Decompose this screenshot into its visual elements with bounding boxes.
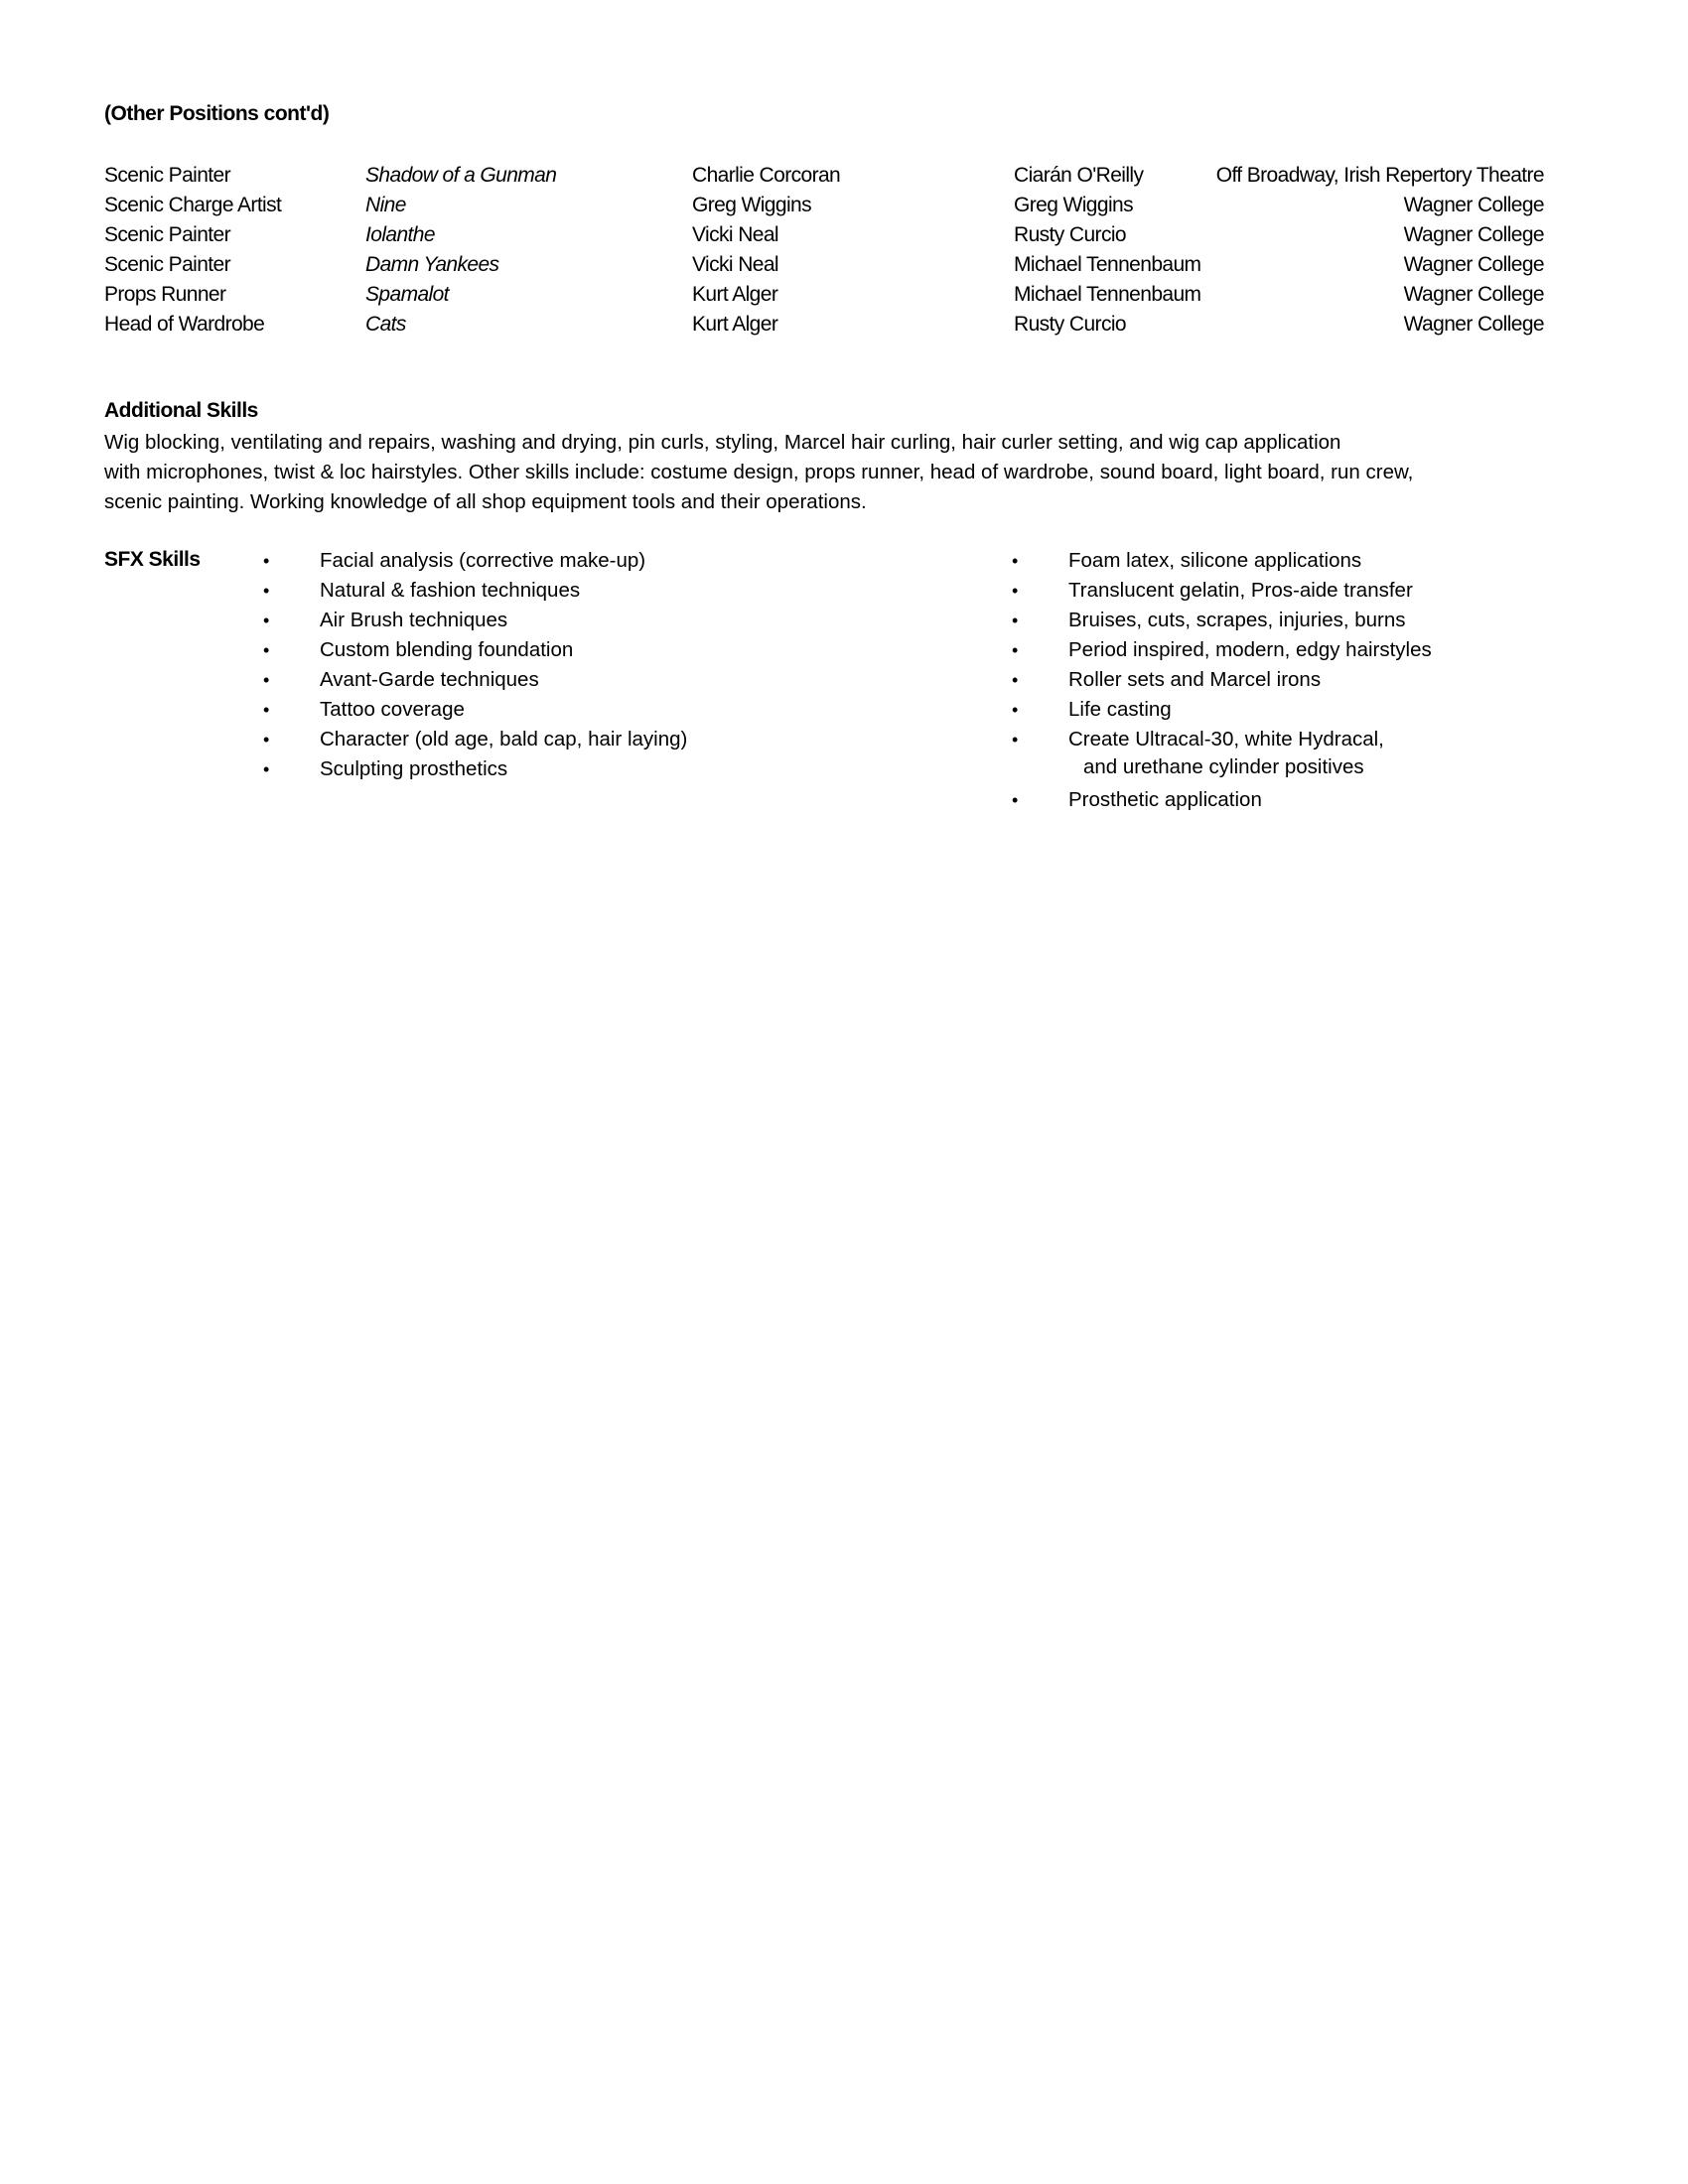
bullet-icon: •	[263, 551, 270, 571]
list-item	[1012, 725, 1568, 785]
skill-text: Sculpting prosthetics	[320, 757, 508, 780]
bullet-icon: •	[1012, 581, 1019, 601]
credit-row	[104, 161, 1544, 191]
additional-skills-line: Wig blocking, ventilating and repairs, washing and drying, pin curls, styling, Marcel hair curling, hair curler setting, and wig cap application	[104, 431, 1341, 454]
section-heading: (Other Positions cont'd)	[104, 102, 330, 125]
credit-role: Scenic Charge Artist	[104, 194, 282, 216]
credit-venue: Wagner College	[1403, 223, 1544, 246]
skill-text: Bruises, cuts, scrapes, injuries, burns	[1068, 609, 1406, 631]
credit-director: Kurt Alger	[692, 283, 778, 306]
credit-venue: Wagner College	[1403, 253, 1544, 276]
list-item	[263, 695, 958, 725]
credit-venue: Wagner College	[1403, 194, 1544, 216]
credit-venue: Wagner College	[1403, 313, 1544, 336]
credit-venue: Off Broadway, Irish Repertory Theatre	[1215, 164, 1544, 187]
skill-text-continued: and urethane cylinder positives	[1083, 755, 1364, 778]
credit-role: Scenic Painter	[104, 164, 231, 187]
bullet-icon: •	[1012, 700, 1019, 720]
sfx-skills-heading: SFX Skills	[104, 548, 201, 571]
credit-director: Vicki Neal	[692, 223, 778, 246]
bullet-icon: •	[1012, 611, 1019, 630]
credit-show: Nine	[365, 194, 406, 216]
skill-text: Prosthetic application	[1068, 788, 1262, 811]
list-item	[263, 606, 958, 635]
skill-text: Life casting	[1068, 698, 1172, 721]
skill-text: Natural & fashion techniques	[320, 579, 581, 602]
bullet-icon: •	[1012, 670, 1019, 690]
credit-designer: Rusty Curcio	[1014, 223, 1126, 246]
bullet-icon: •	[1012, 551, 1019, 571]
bullet-icon: •	[1012, 640, 1019, 660]
skill-text: Character (old age, bald cap, hair laying)	[320, 728, 688, 751]
credit-role: Head of Wardrobe	[104, 313, 265, 336]
skill-text: Facial analysis (corrective make-up)	[320, 549, 646, 572]
skill-text: Custom blending foundation	[320, 638, 574, 661]
skill-text: Avant-Garde techniques	[320, 668, 539, 691]
skill-text: Create Ultracal-30, white Hydracal,	[1068, 728, 1384, 751]
bullet-icon: •	[263, 670, 270, 690]
list-item	[263, 576, 958, 606]
credit-director: Kurt Alger	[692, 313, 778, 336]
credit-show: Shadow of a Gunman	[365, 164, 557, 187]
skill-text: Air Brush techniques	[320, 609, 508, 631]
list-item	[1012, 665, 1568, 695]
bullet-icon: •	[263, 581, 270, 601]
bullet-icon: •	[263, 611, 270, 630]
skill-text: Translucent gelatin, Pros-aide transfer	[1068, 579, 1413, 602]
list-item	[1012, 785, 1568, 815]
credit-show: Damn Yankees	[365, 253, 499, 276]
bullet-icon: •	[263, 700, 270, 720]
list-item	[263, 665, 958, 695]
skill-text: Foam latex, silicone applications	[1068, 549, 1362, 572]
bullet-icon: •	[1012, 790, 1019, 810]
additional-skills-heading: Additional Skills	[104, 399, 258, 422]
credit-director: Vicki Neal	[692, 253, 778, 276]
credit-designer: Michael Tennenbaum	[1014, 253, 1201, 276]
skill-text: Period inspired, modern, edgy hairstyles	[1068, 638, 1432, 661]
credit-designer: Rusty Curcio	[1014, 313, 1126, 336]
skill-text: Tattoo coverage	[320, 698, 465, 721]
credit-row	[104, 220, 1544, 250]
credit-show: Iolanthe	[365, 223, 435, 246]
credits-table	[104, 161, 1544, 340]
sfx-skills-list-left	[263, 546, 958, 784]
credit-show: Cats	[365, 313, 406, 336]
list-item	[1012, 546, 1568, 576]
sfx-skills-list-right	[1012, 546, 1568, 815]
skill-text: Roller sets and Marcel irons	[1068, 668, 1322, 691]
additional-skills-text	[104, 428, 1594, 517]
credit-designer: Greg Wiggins	[1014, 194, 1134, 216]
credit-show: Spamalot	[365, 283, 449, 306]
credit-row	[104, 191, 1544, 220]
credit-designer: Ciarán O'Reilly	[1014, 164, 1144, 187]
credit-role: Scenic Painter	[104, 223, 231, 246]
additional-skills-line: scenic painting. Working knowledge of all shop equipment tools and their operations.	[104, 490, 867, 513]
list-item	[263, 725, 958, 754]
credit-row	[104, 280, 1544, 310]
credit-designer: Michael Tennenbaum	[1014, 283, 1201, 306]
credit-venue: Wagner College	[1403, 283, 1544, 306]
credit-director: Charlie Corcoran	[692, 164, 841, 187]
credit-role: Scenic Painter	[104, 253, 231, 276]
bullet-icon: •	[263, 759, 270, 779]
bullet-icon: •	[1012, 730, 1019, 750]
credit-director: Greg Wiggins	[692, 194, 812, 216]
bullet-icon: •	[263, 640, 270, 660]
list-item	[1012, 695, 1568, 725]
list-item	[1012, 606, 1568, 635]
list-item	[1012, 635, 1568, 665]
credit-row	[104, 310, 1544, 340]
list-item	[263, 546, 958, 576]
list-item	[263, 635, 958, 665]
list-item	[1012, 576, 1568, 606]
bullet-icon: •	[263, 730, 270, 750]
additional-skills-line: with microphones, twist & loc hairstyles. Other skills include: costume design, props runner, head of wardrobe, sound board, light board, run crew,	[104, 461, 1414, 483]
credit-row	[104, 250, 1544, 280]
list-item	[263, 754, 958, 784]
credit-role: Props Runner	[104, 283, 226, 306]
